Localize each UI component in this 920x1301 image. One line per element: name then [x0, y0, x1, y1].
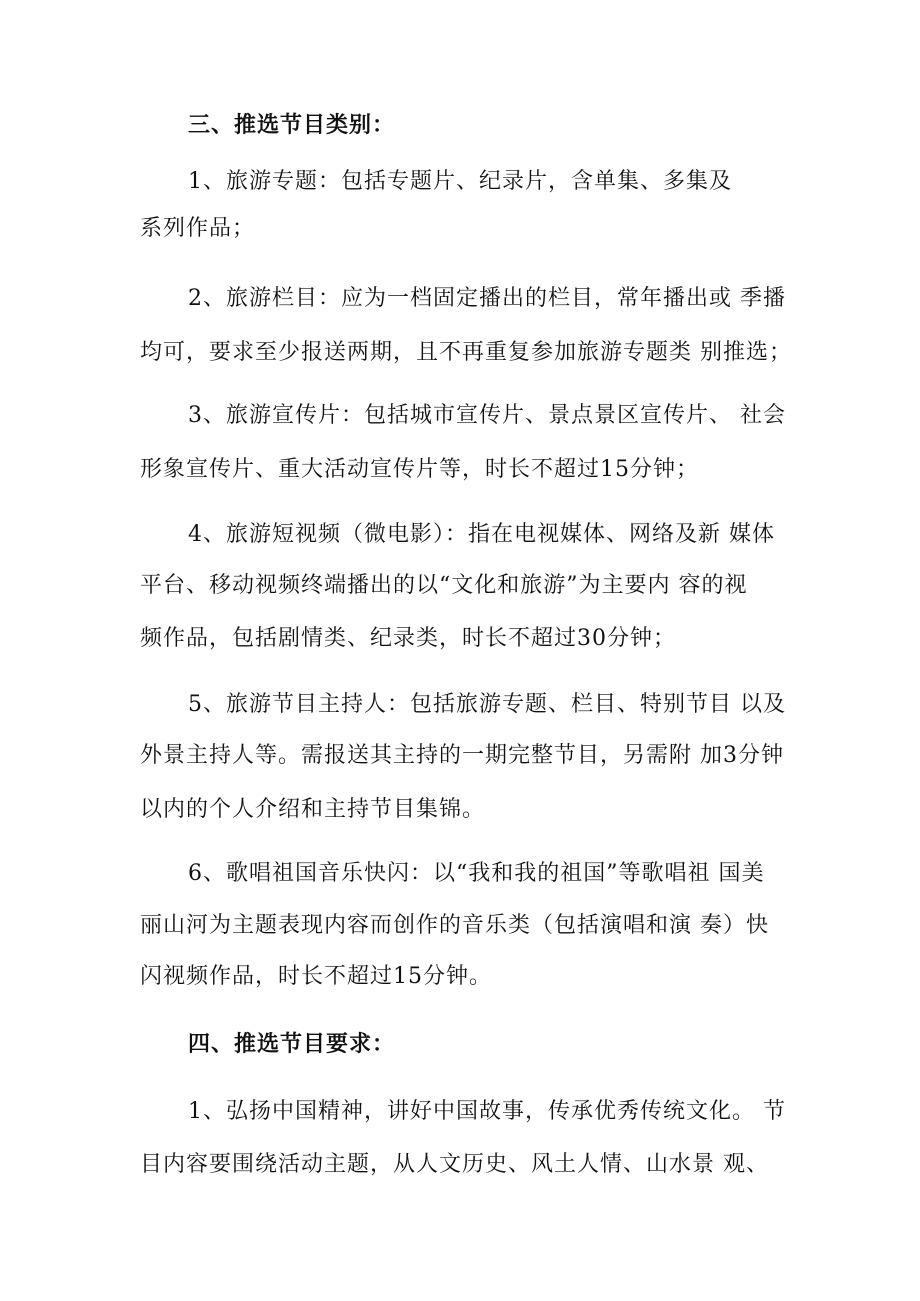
paragraph-4-line-2: 平台、移动视频终端播出的以“文化和旅游”为主要内 容的视: [140, 573, 748, 598]
section-heading-4: 四、推选节目要求：: [188, 1031, 396, 1057]
paragraph-5-line-1: 5、旅游节目主持人：包括旅游专题、栏目、特别节目 以及: [188, 692, 786, 717]
paragraph-2-line-2: 均可，要求至少报送两期，且不再重复参加旅游专题类 别推选；: [140, 340, 792, 365]
paragraph-6-line-3: 闪视频作品，时长不超过15分钟。: [140, 964, 492, 989]
paragraph-6-line-2: 丽山河为主题表现内容而创作的音乐类（包括演唱和演 奏）快: [140, 913, 769, 938]
paragraph-5-line-2: 外景主持人等。需报送其主持的一期完整节目，另需附 加3分钟: [140, 743, 784, 768]
paragraph-4-line-3: 频作品，包括剧情类、纪录类，时长不超过30分钟；: [140, 626, 676, 651]
paragraph-3-line-2: 形象宣传片、重大活动宣传片等，时长不超过15分钟；: [140, 457, 699, 482]
paragraph-3-line-1: 3、旅游宣传片：包括城市宣传片、景点景区宣传片、 社会: [188, 403, 786, 428]
requirement-1-line-1: 1、弘扬中国精神，讲好中国故事，传承优秀传统文化。 节: [188, 1099, 786, 1124]
paragraph-1-line-2: 系列作品；: [140, 216, 256, 241]
requirement-1-line-2: 目内容要围绕活动主题，从人文历史、风土人情、山水景 观、: [140, 1152, 769, 1177]
paragraph-5-line-3: 以内的个人介绍和主持节目集锦。: [140, 797, 486, 822]
section-heading-3: 三、推选节目类别：: [188, 112, 396, 138]
paragraph-6-line-1: 6、歌唱祖国音乐快闪：以“我和我的祖国”等歌唱祖 国美: [188, 861, 765, 886]
paragraph-1-line-1: 1、旅游专题：包括专题片、纪录片，含单集、多集及: [188, 169, 732, 194]
paragraph-2-line-1: 2、旅游栏目：应为一档固定播出的栏目，常年播出或 季播: [188, 286, 786, 311]
paragraph-4-line-1: 4、旅游短视频（微电影）：指在电视媒体、网络及新 媒体: [188, 522, 775, 547]
